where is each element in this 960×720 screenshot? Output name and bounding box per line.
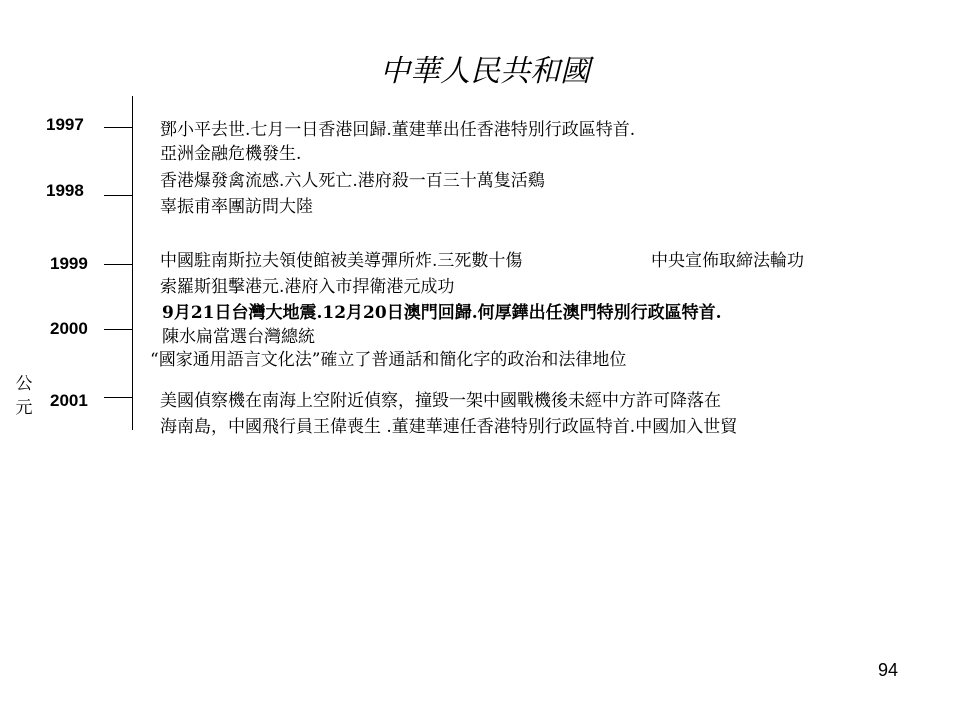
- slide-title: 中華人民共和國: [380, 54, 590, 89]
- event-line: 中國駐南斯拉夫領使館被美導彈所炸.三死數十傷: [160, 251, 523, 271]
- tick-1999: [104, 264, 132, 265]
- event-line: 海南島，中國飛行員王偉喪生 .董建華連任香港特別行政區特首.中國加入世貿: [160, 417, 738, 437]
- event-line: 中央宣佈取締法輪功: [651, 251, 804, 271]
- event-line: 陳水扁當選台灣總統: [162, 327, 315, 347]
- year-1998: 1998: [46, 181, 84, 200]
- year-1999: 1999: [50, 254, 88, 273]
- event-line: 9月21日台灣大地震.12月20日澳門回歸.何厚鏵出任澳門特別行政區特首.: [162, 303, 722, 323]
- event-line: 鄧小平去世.七月一日香港回歸.董建華出任香港特別行政區特首.: [160, 120, 636, 140]
- year-1997: 1997: [46, 115, 84, 134]
- tick-2001: [104, 397, 132, 398]
- event-line: “國家通用語言文化法”確立了普通話和簡化字的政治和法律地位: [150, 350, 627, 370]
- year-2000: 2000: [50, 319, 88, 338]
- timeline-axis: [132, 96, 133, 430]
- event-line: 辜振甫率團訪問大陸: [160, 197, 313, 217]
- era-label: 公元: [15, 374, 33, 418]
- page-number: 94: [878, 660, 899, 680]
- event-line: 索羅斯狙擊港元.港府入市捍衛港元成功: [160, 277, 455, 297]
- tick-1997: [104, 127, 132, 128]
- tick-1998: [104, 195, 132, 196]
- event-line: 美國偵察機在南海上空附近偵察，撞毀一架中國戰機後未經中方許可降落在: [160, 391, 721, 411]
- event-line: 香港爆發禽流感.六人死亡.港府殺一百三十萬隻活鷄: [160, 171, 545, 191]
- tick-2000: [104, 329, 132, 330]
- year-2001: 2001: [50, 391, 88, 410]
- event-line: 亞洲金融危機發生.: [160, 144, 302, 164]
